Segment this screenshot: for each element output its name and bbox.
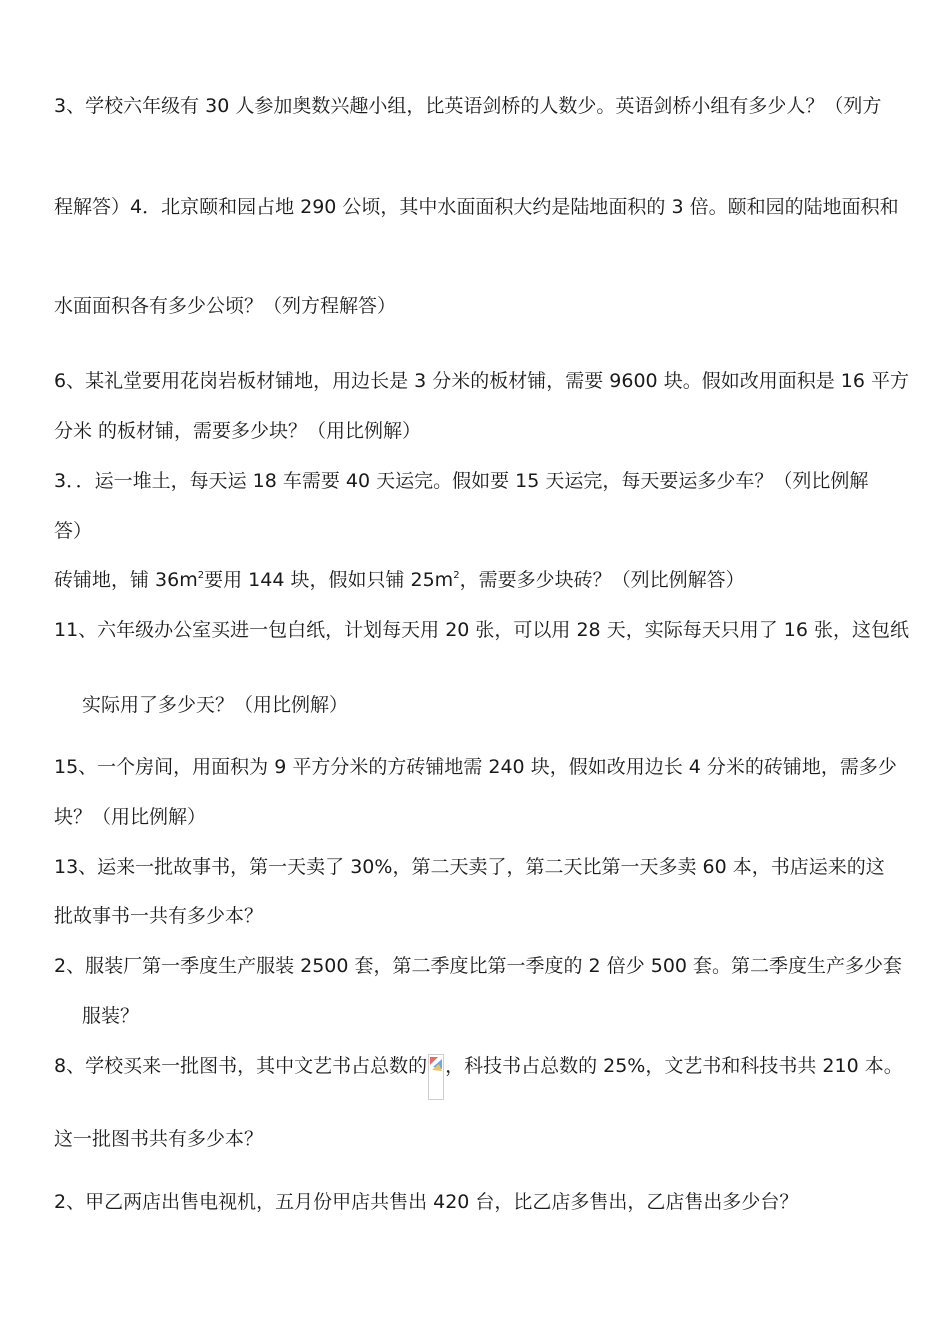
question-line: 答） (54, 520, 93, 542)
superscript: 2 (197, 570, 205, 581)
question-line: 块？（用比例解） (54, 806, 207, 828)
question-line (54, 568, 745, 592)
superscript: 2 (453, 570, 460, 581)
question-line (54, 1054, 903, 1100)
question-line: 3、学校六年级有 30 人参加奥数兴趣小组，比英语剑桥的人数少。英语剑桥小组有多少人？（列方 (54, 95, 882, 117)
question-line: 2、服装厂第一季度生产服装 2500 套，第二季度比第一季度的 2 倍少 500 套。第二季度生产多少套 (54, 955, 903, 977)
question-line: 批故事书一共有多少本？ (54, 905, 264, 927)
line-text: 要用 144 块，假如只铺 25m (204, 569, 454, 591)
line-text: ，科技书占总数的 25%，文艺书和科技书共 210 本。 (445, 1055, 903, 1077)
question-line: 11、六年级办公室买进一包白纸，计划每天用 20 张，可以用 28 天，实际每天只用了 16 张，这包纸 (54, 619, 909, 641)
question-line: 3．．运一堆土，每天运 18 车需要 40 天运完。假如要 15 天运完，每天要运多少车？（列比例解 (54, 470, 869, 492)
question-line: 服装？ (82, 1005, 140, 1027)
question-line: 这一批图书共有多少本？ (54, 1128, 264, 1150)
question-line: 程解答）4．北京颐和园占地 290 公顷，其中水面面积大约是陆地面积的 3 倍。颐和园的陆地面积和 (54, 196, 899, 218)
question-line: 2、甲乙两店出售电视机，五月份甲店共售出 420 台，比乙店多售出，乙店售出多少台？ (54, 1191, 799, 1213)
line-text: 砖铺地，铺 36m (54, 569, 198, 591)
line-text: 8、学校买来一批图书，其中文艺书占总数的 (54, 1055, 428, 1077)
question-line: 分米 的板材铺，需要多少块？（用比例解） (54, 420, 422, 442)
question-line: 实际用了多少天？（用比例解） (82, 694, 349, 716)
question-line: 15、一个房间，用面积为 9 平方分米的方砖铺地需 240 块，假如改用边长 4 分米的砖铺地，需多少 (54, 756, 897, 778)
question-line: 6、某礼堂要用花岗岩板材铺地，用边长是 3 分米的板材铺，需要 9600 块。假如改用面积是 16 平方 (54, 370, 909, 392)
line-text: ，需要多少块砖？（列比例解答） (459, 569, 745, 591)
broken-image-icon (428, 1054, 444, 1100)
question-line: 13、运来一批故事书，第一天卖了 30%，第二天卖了，第二天比第一天多卖 60 本，书店运来的这 (54, 856, 885, 878)
question-line: 水面面积各有多少公顷？（列方程解答） (54, 295, 397, 317)
